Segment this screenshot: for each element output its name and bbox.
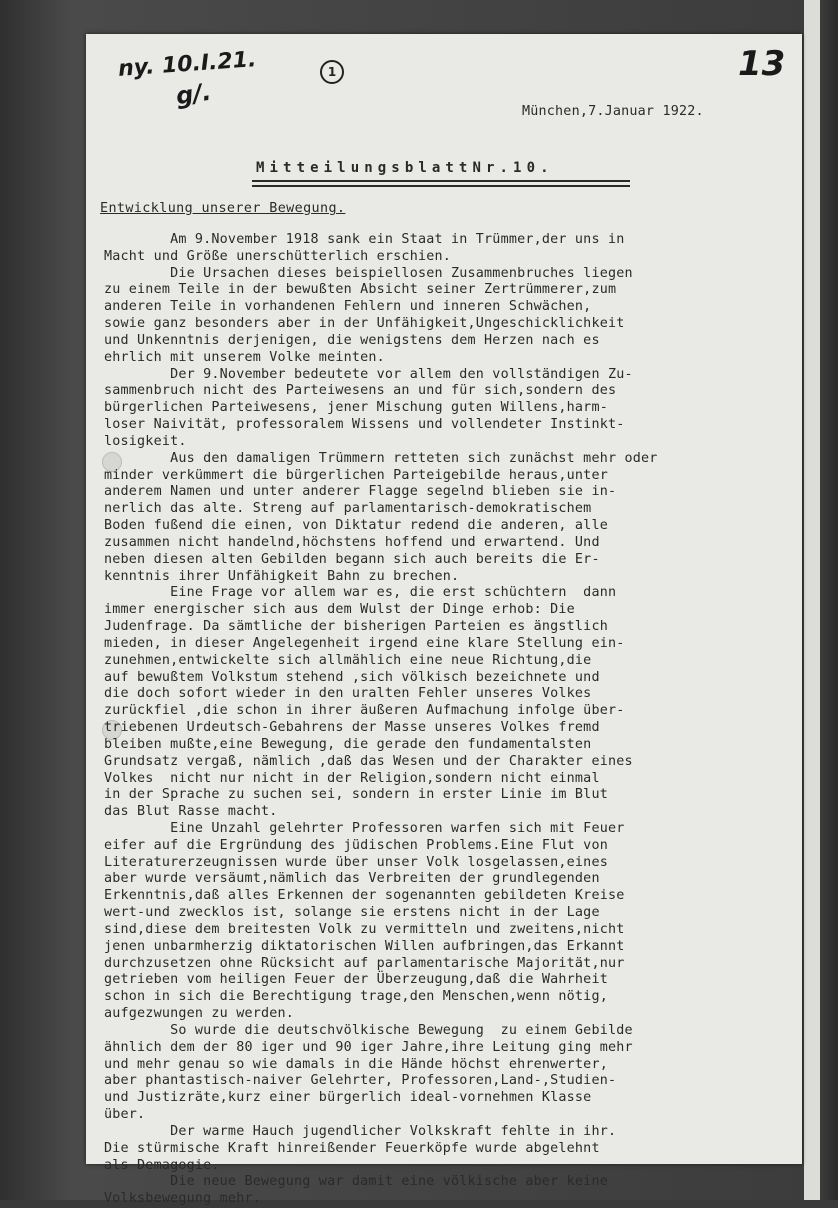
body-line: neben diesen alten Gebilden begann sich auch bereits die Er- xyxy=(104,551,600,567)
body-line: loser Naivität, professoralem Wissens und vollendeter Instinkt- xyxy=(104,417,625,433)
body-line: und Justizräte,kurz einer bürgerlich ideal-vornehmen Klasse xyxy=(104,1090,592,1106)
body-line: und mehr genau so wie damals in die Hände höchst ehrenwerter, xyxy=(104,1056,608,1072)
body-line: kenntnis ihrer Unfähigkeit Bahn zu brechen. xyxy=(104,568,460,584)
body-line: zu einem Teile in der bewußten Absicht seiner Zertrümmerer,zum xyxy=(104,282,617,298)
body-line: Die Ursachen dieses beispiellosen Zusammenbruches liegen xyxy=(104,265,633,281)
body-line: triebenen Urdeutsch-Gebahrens der Masse unseres Volkes fremd xyxy=(104,720,600,736)
page-number: 13 xyxy=(738,44,786,84)
body-line: mieden, in dieser Angelegenheit irgend eine klare Stellung ein- xyxy=(104,635,625,651)
body-line: ehrlich mit unserem Volke meinten. xyxy=(104,349,385,365)
body-line: Eine Frage vor allem war es, die erst schüchtern dann xyxy=(104,585,617,601)
body-line: über. xyxy=(104,1107,146,1123)
body-line: nerlich das alte. Streng auf parlamentarisch-demokratischem xyxy=(104,501,592,517)
body-line: Erkenntnis,daß alles Erkennen der sogenannten gebildeten Kreise xyxy=(104,888,625,904)
body-line: wert-und zwecklos ist, solange sie erstens nicht in der Lage xyxy=(104,905,600,921)
body-line: in der Sprache zu suchen sei, sondern in erster Linie im Blut xyxy=(104,787,608,803)
body-line: auf bewußtem Volkstum stehend ,sich völkisch bezeichnete und xyxy=(104,669,600,685)
body-line: anderen Teile in vorhandenen Fehlern und inneren Schwächen, xyxy=(104,299,592,315)
body-line: bleiben mußte,eine Bewegung, die gerade den fundamentalsten xyxy=(104,736,592,752)
body-line: jenen unbarmherzig diktatorischen Willen aufbringen,das Erkannt xyxy=(104,938,625,954)
body-line: Volkes nicht nur nicht in der Religion,sondern nicht einmal xyxy=(104,770,600,786)
body-line: schon in sich die Berechtigung trage,den Menschen,wenn nötig, xyxy=(104,989,608,1005)
body-line: das Blut Rasse macht. xyxy=(104,804,278,820)
body-line: zurückfiel ,die schon in ihrer äußeren Aufmachung infolge über- xyxy=(104,703,625,719)
body-line: losigkeit. xyxy=(104,433,187,449)
body-line: sammenbruch nicht des Parteiwesens an und für sich,sondern des xyxy=(104,383,617,399)
date-line: München,7.Januar 1922. xyxy=(522,104,704,119)
body-line: Literaturerzeugnissen wurde über unser Volk losgelassen,eines xyxy=(104,854,608,870)
body-line: anderem Namen und unter anderer Flagge segelnd blieben sie in- xyxy=(104,484,617,500)
handwritten-reference: ny. 10.I.21. xyxy=(117,47,258,82)
body-line: zunehmen,entwickelte sich allmählich eine neue Richtung,die xyxy=(104,652,592,668)
body-line: bürgerlichen Parteiwesens, jener Mischung guten Willens,harm- xyxy=(104,400,608,416)
folder-edge xyxy=(804,0,820,1200)
body-line: aber wurde versäumt,nämlich das Verbreiten der grundlegenden xyxy=(104,871,600,887)
body-line: die doch sofort wieder in den uralten Fehler unseres Volkes xyxy=(104,686,592,702)
handwritten-mark: g/. xyxy=(174,77,213,111)
body-line: aber phantastisch-naiver Gelehrter, Professoren,Land-,Studien- xyxy=(104,1073,617,1089)
body-line: minder verkümmert die bürgerlichen Parteigebilde heraus,unter xyxy=(104,467,608,483)
body-line: ähnlich dem der 80 iger und 90 iger Jahre,ihre Leitung ging mehr xyxy=(104,1039,633,1055)
circled-number: 1 xyxy=(320,60,344,84)
body-line: immer energischer sich aus dem Wulst der Dinge erhob: Die xyxy=(104,602,575,618)
body-line: Die stürmische Kraft hinreißender Feuerköpfe wurde abgelehnt xyxy=(104,1140,600,1156)
body-line: und Unkenntnis derjenigen, die wenigstens dem Herzen nach es xyxy=(104,332,600,348)
body-line: Judenfrage. Da sämtliche der bisherigen Parteien es ängstlich xyxy=(104,619,608,635)
body-line: So wurde die deutschvölkische Bewegung zu einem Gebilde xyxy=(104,1022,633,1038)
body-line: Aus den damaligen Trümmern retteten sich zunächst mehr oder xyxy=(104,450,658,466)
body-line: Am 9.November 1918 sank ein Staat in Trümmer,der uns in xyxy=(104,232,625,247)
body-line: Boden fußend die einen, von Diktatur redend die anderen, alle xyxy=(104,518,608,534)
body-line: Der warme Hauch jugendlicher Volkskraft fehlte in ihr. xyxy=(104,1123,617,1139)
body-line: getrieben vom heiligen Feuer der Überzeugung,daß die Wahrheit xyxy=(104,972,608,988)
heading-underline-1 xyxy=(252,180,630,182)
body-line: als Demagogie. xyxy=(104,1157,220,1173)
body-line: Volksbewegung mehr. xyxy=(104,1191,261,1207)
body-line: Grundsatz vergaß, nämlich ,daß das Wesen und der Charakter eines xyxy=(104,753,633,769)
body-line: aufgezwungen zu werden. xyxy=(104,1006,295,1022)
body-line: sind,diese dem breitesten Volk zu vermitteln und zweitens,nicht xyxy=(104,921,625,937)
heading-underline-2 xyxy=(252,185,630,187)
body-line: sowie ganz besonders aber in der Unfähigkeit,Ungeschicklichkeit xyxy=(104,316,625,332)
document-body xyxy=(104,232,784,1208)
body-line: zusammen nicht handelnd,höchstens hoffend und erwartend. Und xyxy=(104,534,600,550)
body-line: Macht und Größe unerschütterlich erschien. xyxy=(104,248,451,264)
body-line: durchzusetzen ohne Rücksicht auf parlamentarische Majorität,nur xyxy=(104,955,625,971)
body-line: eifer auf die Ergründung des jüdischen Problems.Eine Flut von xyxy=(104,837,608,853)
body-line: Der 9.November bedeutete vor allem den vollständigen Zu- xyxy=(104,366,633,382)
section-title: Entwicklung unserer Bewegung. xyxy=(100,201,346,216)
body-line: Eine Unzahl gelehrter Professoren warfen sich mit Feuer xyxy=(104,820,625,836)
document-heading: MitteilungsblattNr.10. xyxy=(256,160,554,176)
body-line: Die neue Bewegung war damit eine völkische aber keine xyxy=(104,1174,608,1190)
